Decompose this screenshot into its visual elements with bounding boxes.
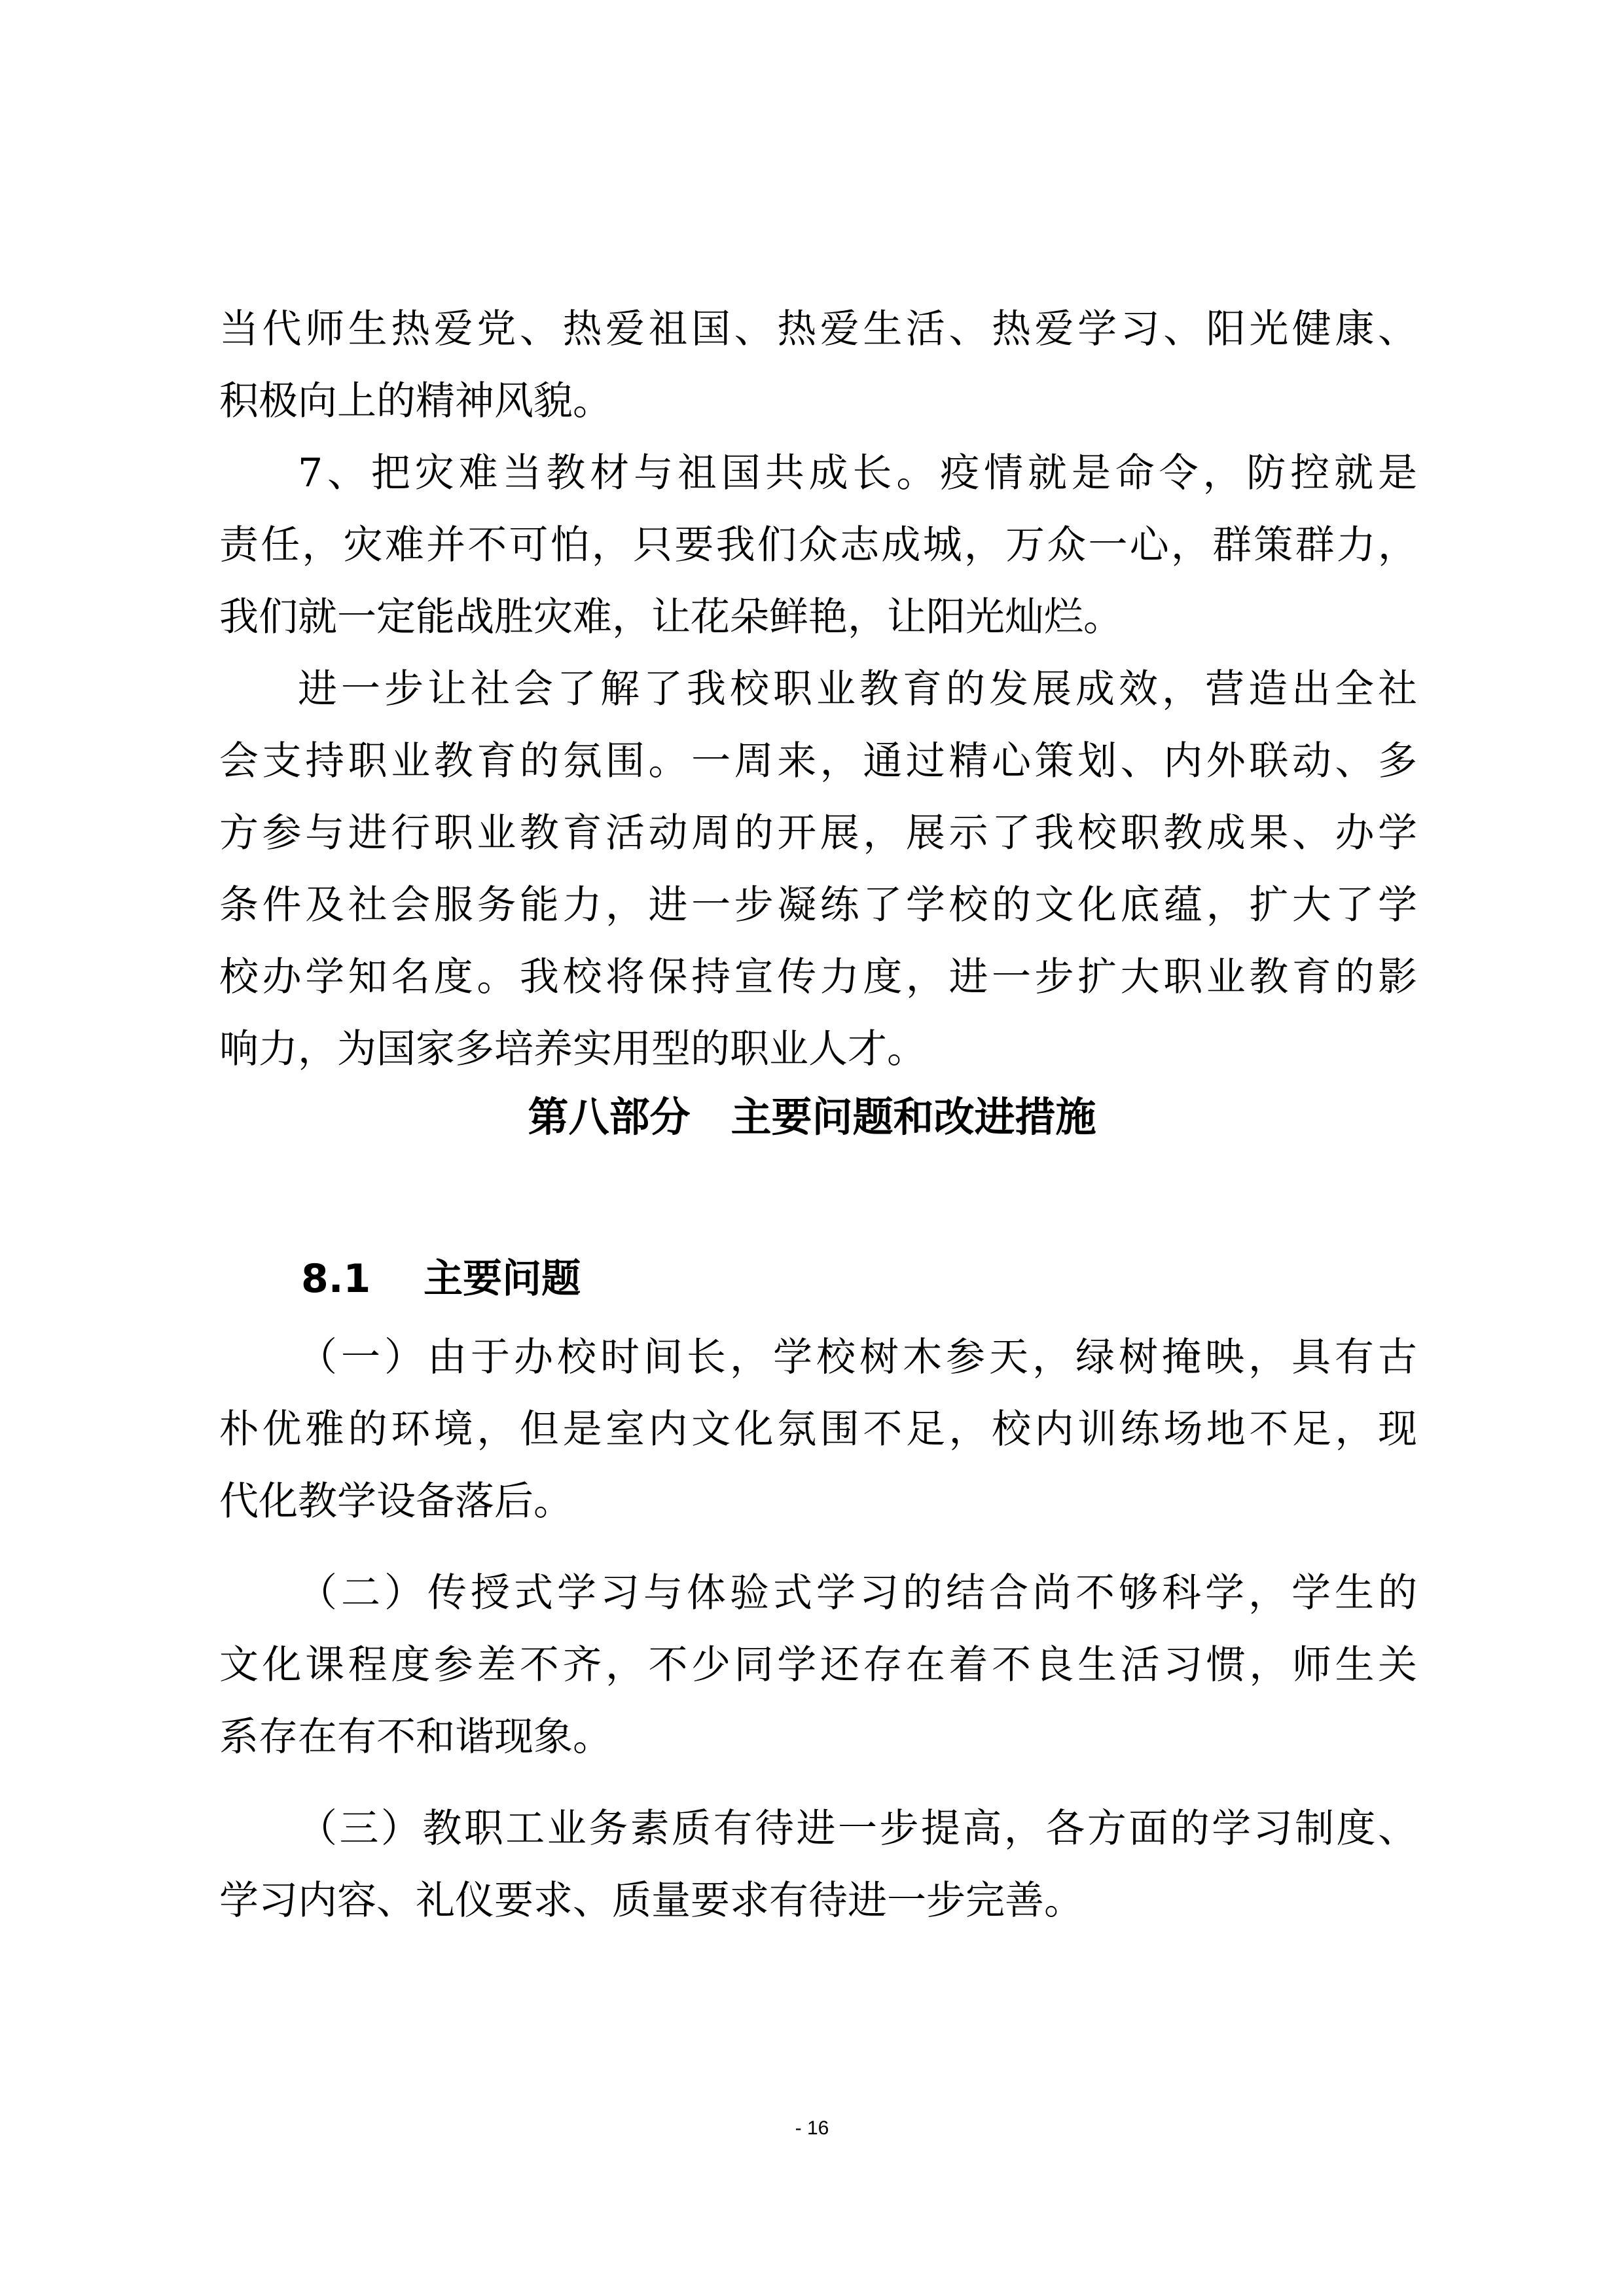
text-line: 当代师生热爱党、热爱祖国、热爱生活、热爱学习、阳光健康、 <box>219 306 1417 352</box>
text-line: 校办学知名度。我校将保持宣传力度，进一步扩大职业教育的影 <box>219 954 1417 1000</box>
text-line: （二）传授式学习与体验式学习的结合尚不够科学，学生的 <box>298 1570 1417 1616</box>
text-line: 方参与进行职业教育活动周的开展，展示了我校职教成果、办学 <box>219 810 1417 856</box>
subsection-heading: 8.1 主要问题 <box>301 1256 581 1302</box>
text-line: 责任，灾难并不可怕，只要我们众志成城，万众一心，群策群力， <box>219 522 1417 568</box>
page-number: - 16 <box>795 2117 829 2139</box>
text-line: 代化教学设备落后。 <box>219 1479 573 1524</box>
text-line: 响力，为国家多培养实用型的职业人才。 <box>219 1026 926 1072</box>
section-heading: 第八部分 主要问题和改进措施 <box>528 1093 1096 1141</box>
text-line: 系存在有不和谐现象。 <box>219 1714 612 1760</box>
text-line: 进一步让社会了解了我校职业教育的发展成效，营造出全社 <box>298 666 1417 712</box>
text-line: 文化课程度参差不齐，不少同学还存在着不良生活习惯，师生关 <box>219 1642 1417 1688</box>
text-line: 7、把灾难当教材与祖国共成长。疫情就是命令，防控就是 <box>298 450 1417 496</box>
text-line: 我们就一定能战胜灾难，让花朵鲜艳，让阳光灿烂。 <box>219 594 1123 640</box>
text-line: 朴优雅的环境，但是室内文化氛围不足，校内训练场地不足，现 <box>219 1407 1417 1452</box>
text-line: 积极向上的精神风貌。 <box>219 378 612 424</box>
text-line: （一）由于办校时间长，学校树木参天，绿树掩映，具有古 <box>298 1335 1417 1380</box>
text-line: 条件及社会服务能力，进一步凝练了学校的文化底蕴，扩大了学 <box>219 882 1417 928</box>
text-line: 学习内容、礼仪要求、质量要求有待进一步完善。 <box>219 1878 1083 1924</box>
text-line: （三）教职工业务素质有待进一步提高，各方面的学习制度、 <box>298 1806 1417 1852</box>
text-line: 会支持职业教育的氛围。一周来，通过精心策划、内外联动、多 <box>219 738 1417 784</box>
